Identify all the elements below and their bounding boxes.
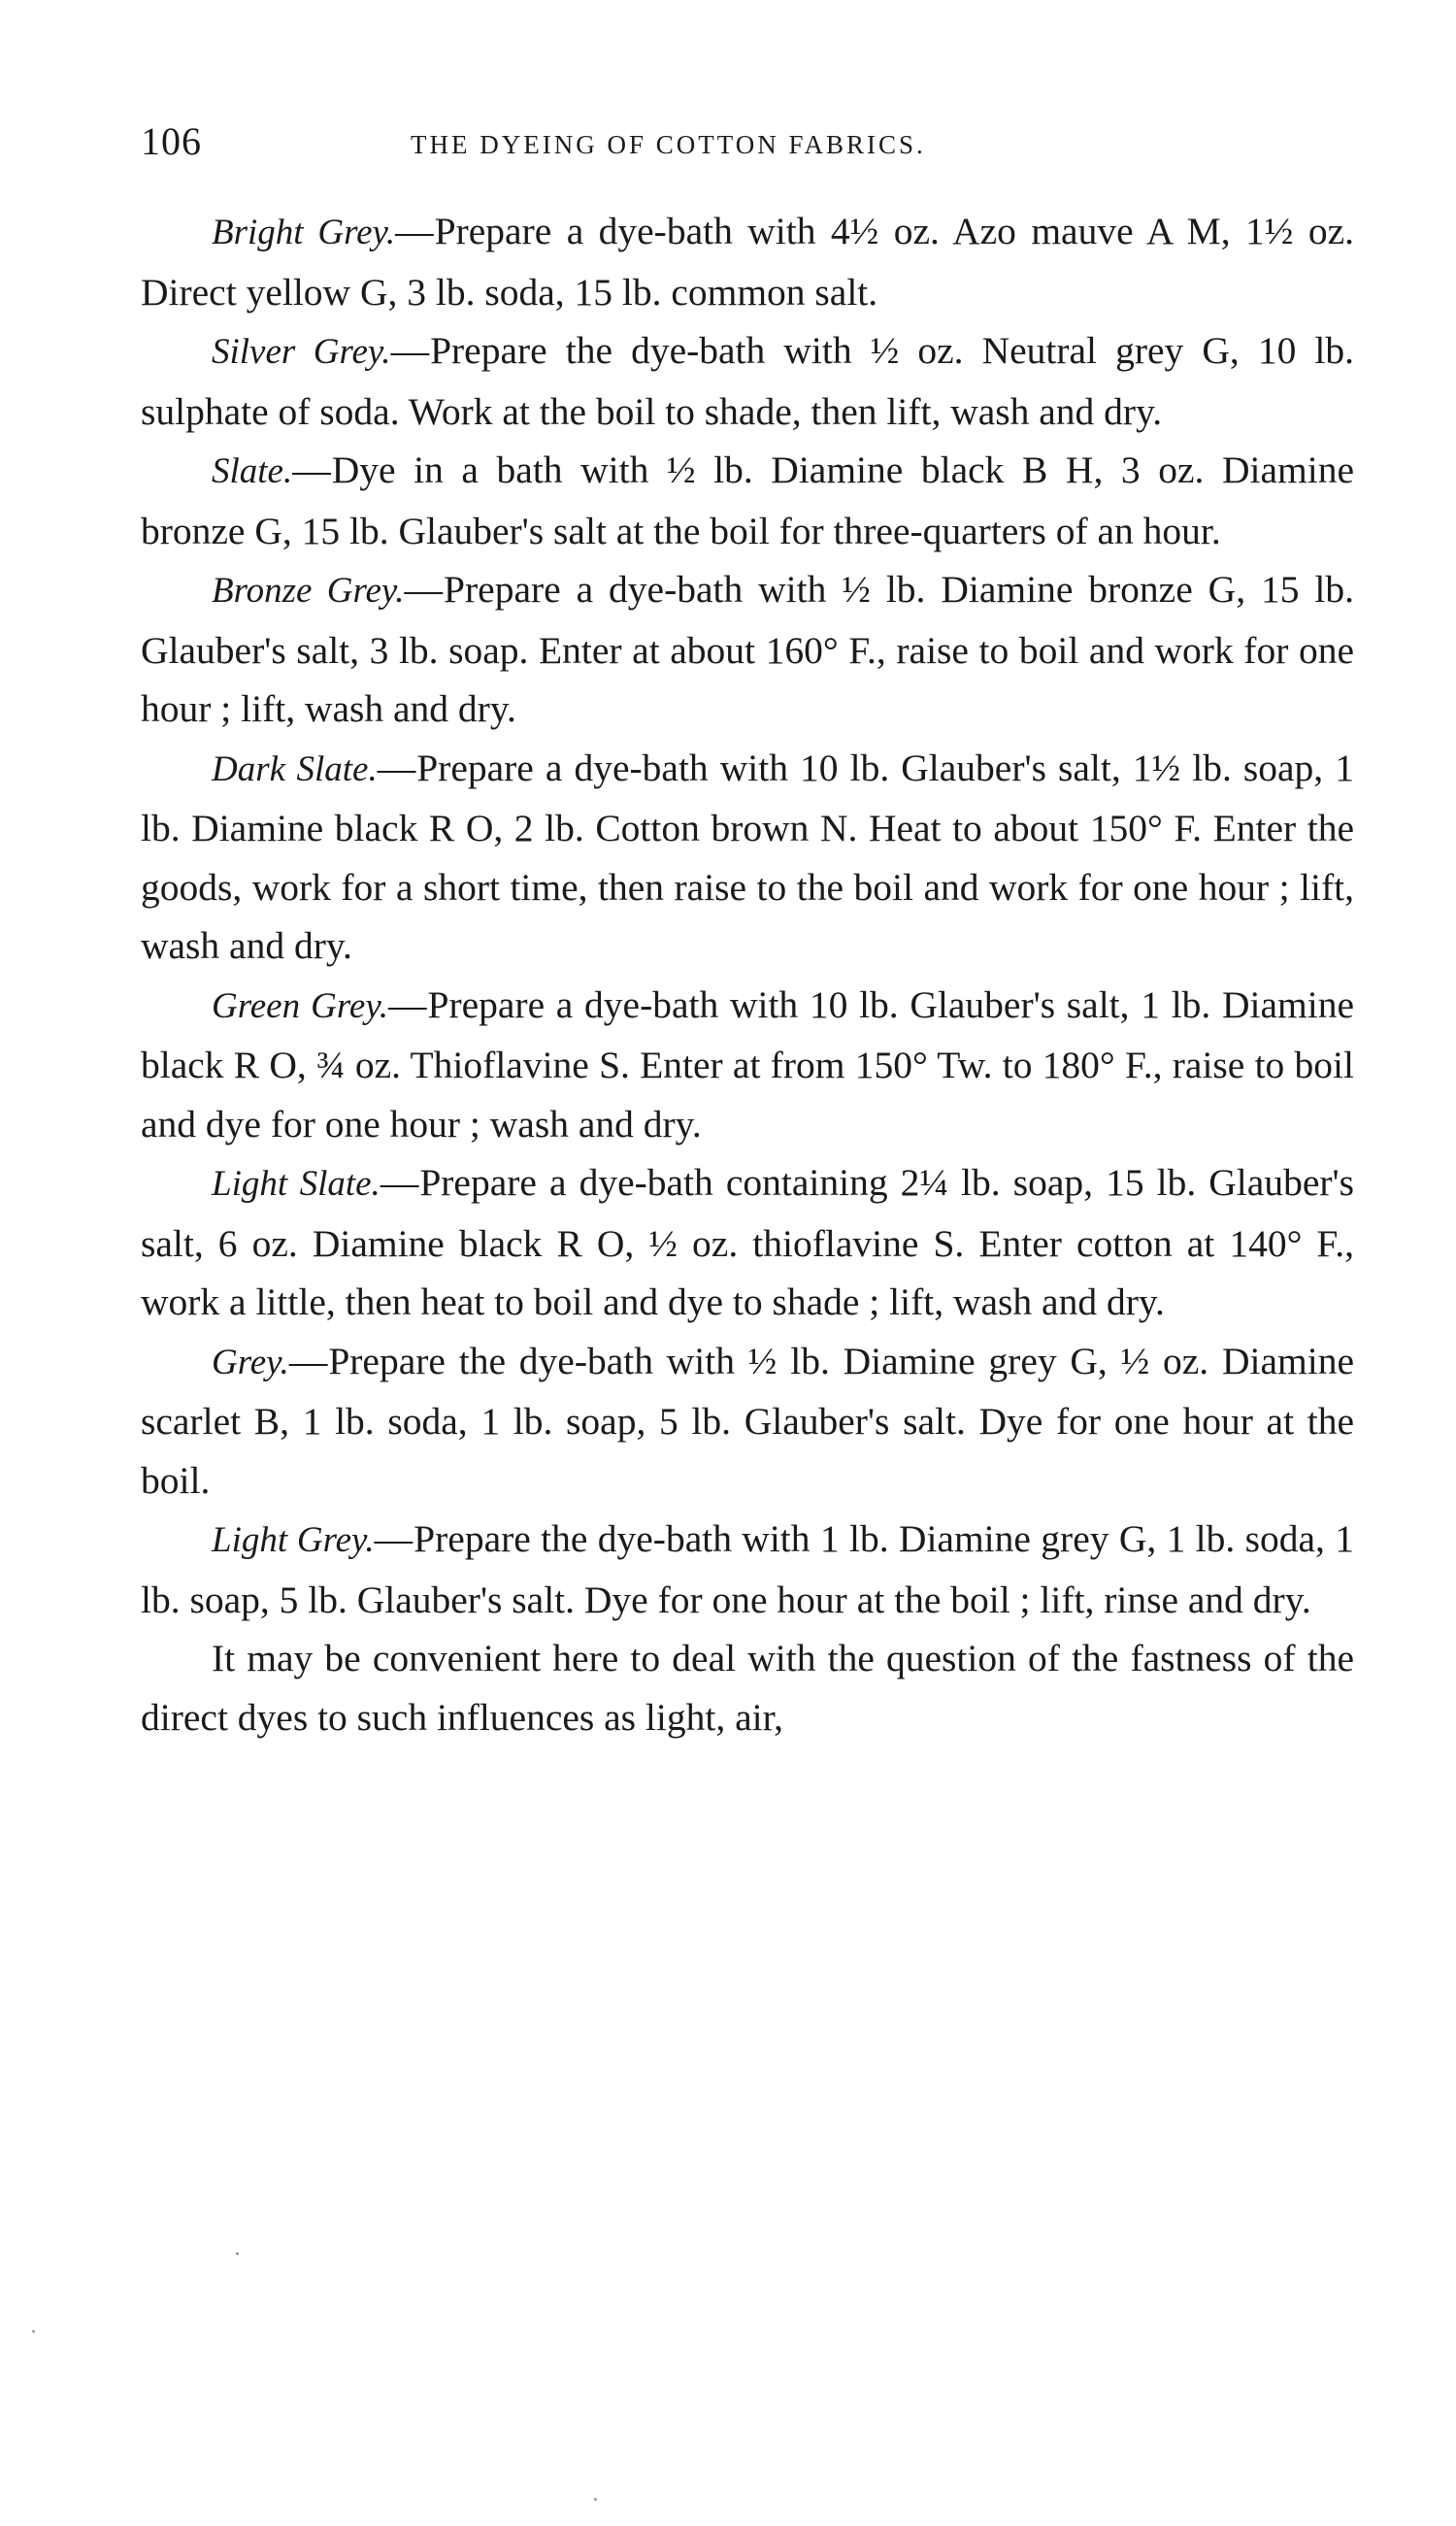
print-speck <box>594 2498 597 2501</box>
recipe-grey <box>141 1332 1354 1511</box>
em-dash: — <box>292 449 331 491</box>
running-title: THE DYEING OF COTTON FABRICS. <box>411 130 926 159</box>
recipe-text: Prepare a dye-bath with 10 lb. Glauber's salt, 1½ lb. soap, 1 lb. Diamine black R O, 2 lb. Cotton brown N. Heat to about 150° F. Enter the goods, work for a short time, then raise to the boil and work for one hour ; lift, wash and dry. <box>141 746 1354 967</box>
em-dash: — <box>390 329 430 372</box>
recipe-title: Light Grey. <box>212 1520 375 1560</box>
recipe-text: Prepare the dye-bath with ½ lb. Diamine grey G, ½ oz. Diamine scarlet B, 1 lb. soda, 1 lb. soap, 5 lb. Glauber's salt. Dye for one hour at the boil. <box>141 1339 1354 1502</box>
recipe-text: Prepare a dye-bath with 4½ oz. Azo mauve A M, 1½ oz. Direct yellow G, 3 lb. soda, 15 lb. common salt. <box>141 210 1354 314</box>
recipe-bright-grey <box>141 202 1354 321</box>
recipe-text: Dye in a bath with ½ lb. Diamine black B H, 3 oz. Diamine bronze G, 15 lb. Glauber's salt at the boil for three-quarters of an hour. <box>141 449 1354 552</box>
print-speck <box>236 2252 239 2255</box>
page-number: 106 <box>141 119 202 163</box>
closing-paragraph: It may be convenient here to deal with the question of the fastness of the direct dyes to such influences as light, air, <box>141 1637 1354 1739</box>
recipe-title: Silver Grey. <box>212 332 391 372</box>
recipe-title: Slate. <box>212 451 293 491</box>
em-dash: — <box>395 210 434 252</box>
recipe-title: Bright Grey. <box>212 213 396 252</box>
recipe-dark-slate <box>141 739 1354 976</box>
recipe-light-grey <box>141 1510 1354 1629</box>
recipe-silver-grey <box>141 321 1354 441</box>
em-dash: — <box>377 746 416 789</box>
recipe-light-slate <box>141 1153 1354 1332</box>
recipe-bronze-grey <box>141 560 1354 739</box>
recipe-title: Grey. <box>212 1342 289 1382</box>
em-dash: — <box>374 1517 414 1560</box>
page-header <box>141 118 1364 177</box>
em-dash: — <box>387 982 427 1026</box>
recipe-text: Prepare a dye-bath with 10 lb. Glauber's salt, 1 lb. Diamine black R O, ¾ oz. Thioflavine S. Enter at from 150° Tw. to 180° F., raise to boil and dye for one hour ; wash and dry. <box>141 982 1355 1146</box>
recipe-title: Light Slate. <box>212 1164 381 1204</box>
recipe-text: Prepare the dye-bath with ½ oz. Neutral grey G, 10 lb. sulphate of soda. Work at the boil to shade, then lift, wash and dry. <box>141 329 1354 433</box>
em-dash: — <box>288 1339 328 1382</box>
recipe-title: Dark Slate. <box>212 748 378 789</box>
recipe-slate <box>141 441 1354 560</box>
print-speck <box>32 2330 35 2333</box>
recipe-text: Prepare a dye-bath with ½ lb. Diamine bronze G, 15 lb. Glauber's salt, 3 lb. soap. Enter at about 160° F., raise to boil and work for one hour ; lift, wash and dry. <box>141 568 1354 730</box>
recipe-green-grey <box>141 976 1354 1154</box>
em-dash: — <box>404 568 444 611</box>
recipe-title: Green Grey. <box>212 985 388 1026</box>
em-dash: — <box>380 1161 419 1204</box>
body-text <box>141 202 1354 1746</box>
recipe-title: Bronze Grey. <box>212 571 405 611</box>
recipe-text: Prepare the dye-bath with 1 lb. Diamine grey G, 1 lb. soda, 1 lb. soap, 5 lb. Glauber's salt. Dye for one hour at the boil ; lift, rinse and dry. <box>141 1517 1355 1621</box>
recipe-text: Prepare a dye-bath containing 2¼ lb. soap, 15 lb. Glauber's salt, 6 oz. Diamine black R O, ½ oz. thioflavine S. Enter cotton at 140° F., work a little, then heat to boil and dye to shade ; lift, wash and dry. <box>141 1161 1354 1323</box>
